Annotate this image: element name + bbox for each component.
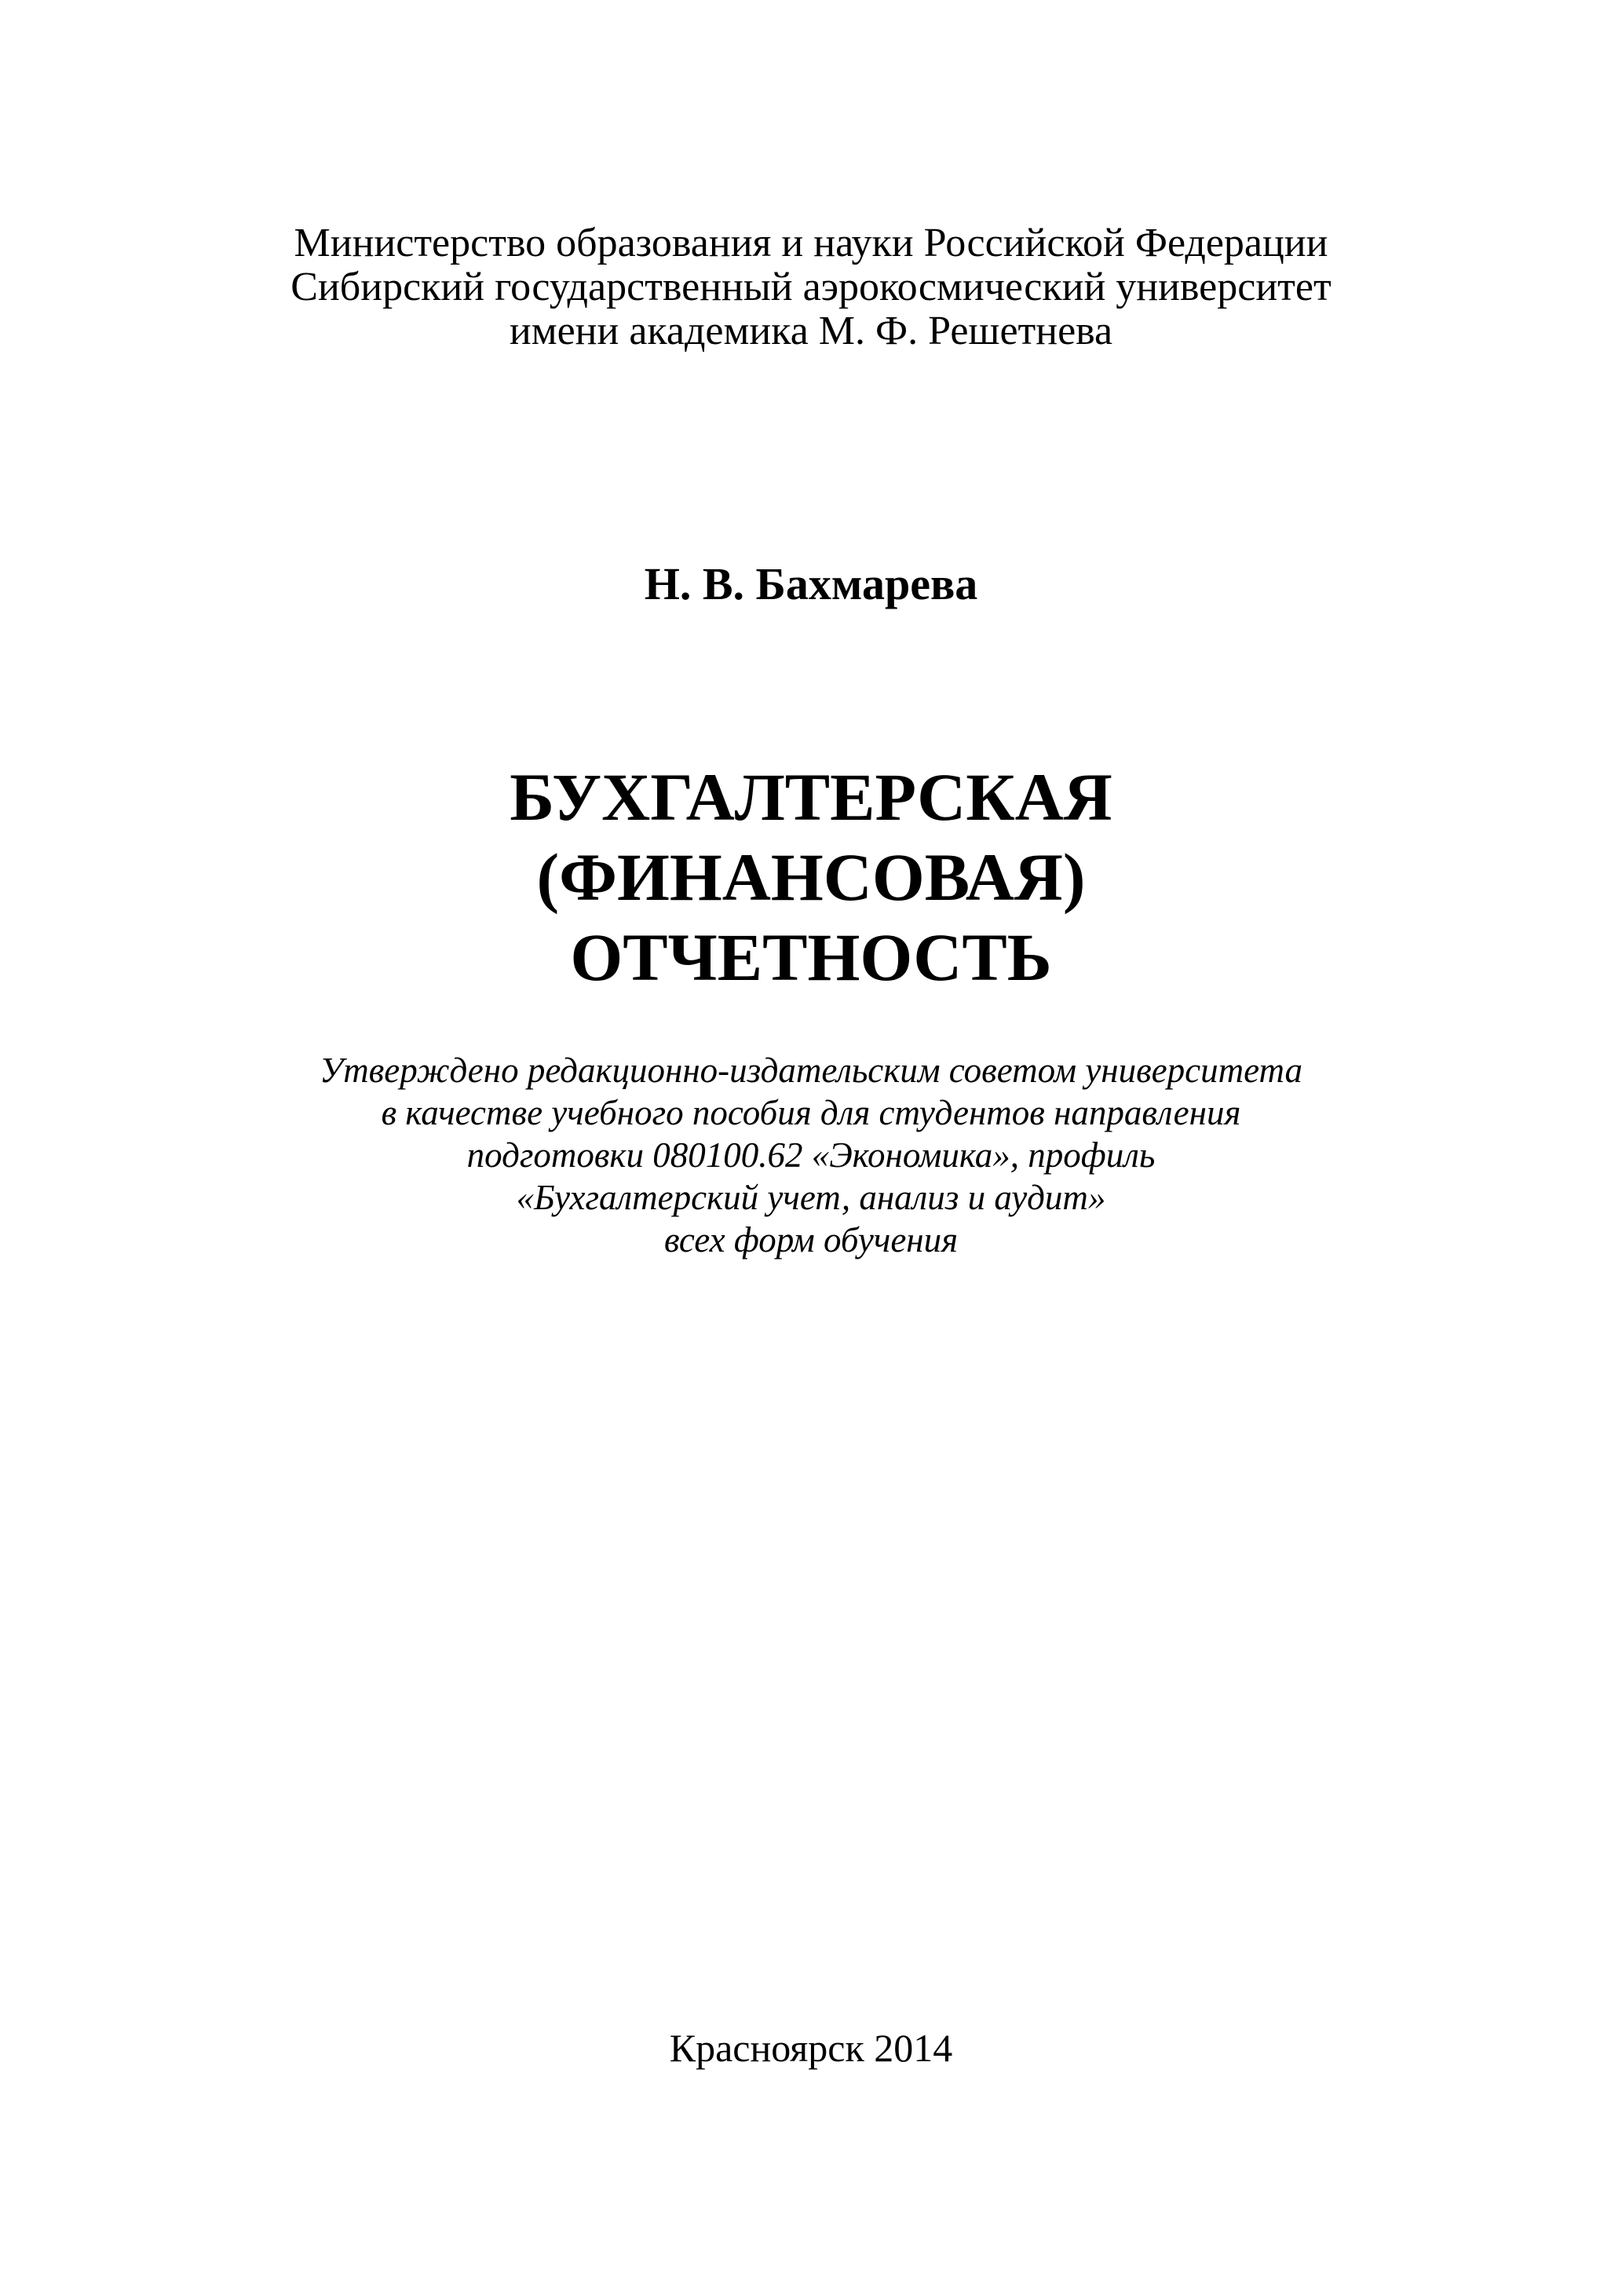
- title-line-3: ОТЧЕТНОСТЬ: [570, 919, 1052, 995]
- book-title: [0, 757, 1622, 997]
- approval-line-3: подготовки 080100.62 «Экономика», профиль: [466, 1135, 1156, 1175]
- ministry-line: Министерство образования и науки Российской Федерации: [294, 221, 1328, 265]
- university-name-line: имени академика М. Ф. Решетнева: [509, 309, 1113, 353]
- author-name: Н. В. Бахмарева: [644, 558, 978, 609]
- approval-line-5: всех форм обучения: [663, 1220, 959, 1260]
- title-line-2: (ФИНАНСОВАЯ): [536, 839, 1086, 915]
- institution-header: [0, 221, 1622, 353]
- title-line-1: БУХГАЛТЕРСКАЯ: [510, 759, 1112, 835]
- city-year: Красноярск 2014: [669, 2026, 953, 2070]
- approval-note: [0, 1049, 1622, 1261]
- approval-line-4: «Бухгалтерский учет, анализ и аудит»: [516, 1178, 1106, 1217]
- approval-line-1: Утверждено редакционно-издательским советом университета: [319, 1051, 1303, 1090]
- university-line: Сибирский государственный аэрокосмический университет: [290, 265, 1332, 309]
- approval-line-2: в качестве учебного пособия для студентов направления: [381, 1093, 1241, 1132]
